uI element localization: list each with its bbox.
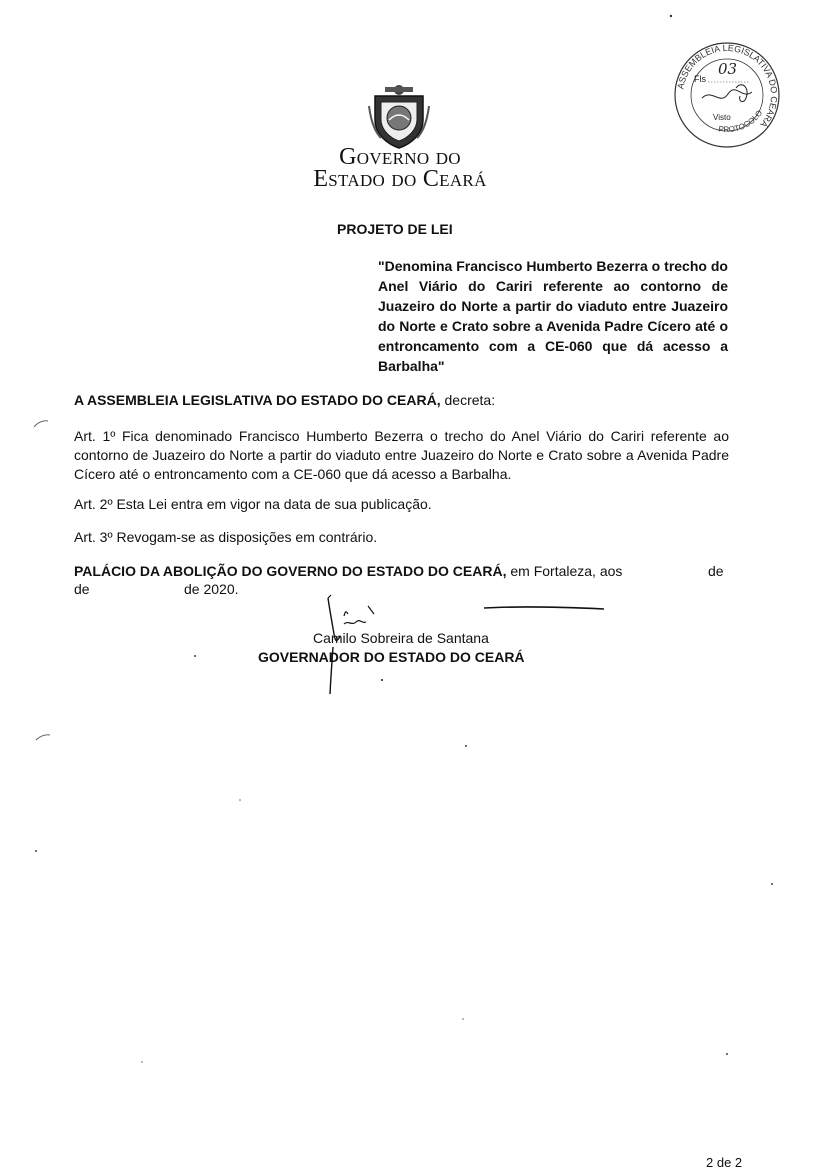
article-3: Art. 3º Revogam-se as disposições em contrário. <box>74 529 378 545</box>
stamp-bottom-text: PROTOCOLO <box>717 108 765 135</box>
stamp-fl-value: 03 <box>718 60 738 78</box>
article-2: Art. 2º Esta Lei entra em vigor na data de sua publicação. <box>74 496 432 512</box>
ementa: "Denomina Francisco Humberto Bezerra o trecho do Anel Viário do Cariri referente ao contorno de Juazeiro do Norte a partir do viaduto entre Juazeiro do Norte e Crato sobre a Avenida Padre Cícero até o entroncamento com a CE-060 que dá acesso a Barbalha" <box>378 258 728 374</box>
stamp-fl-label: Fls <box>694 74 706 84</box>
signer-name: Camilo Sobreira de Santana <box>313 630 489 646</box>
signer-role: GOVERNADOR DO ESTADO DO CEARÁ <box>258 649 525 665</box>
preamble <box>74 392 734 408</box>
article-1: Art. 1º Fica denominado Francisco Humberto Bezerra o trecho do Anel Viário do Cariri referente ao contorno de Juazeiro do Norte a partir do viaduto entre Juazeiro do Norte e Crato sobre a Avenida Padre Cícero até o entroncamento com a CE-060 que dá acesso a Barbalha. <box>74 428 729 482</box>
handwritten-signature <box>300 592 620 702</box>
preamble-bold: A ASSEMBLEIA LEGISLATIVA DO ESTADO DO CEARÁ, <box>74 392 441 408</box>
closing-bold: PALÁCIO DA ABOLIÇÃO DO GOVERNO DO ESTADO DO CEARÁ, <box>74 563 507 579</box>
preamble-rest: decreta: <box>440 392 496 408</box>
government-title-line2: Estado do Ceará <box>313 166 487 192</box>
stamp-ring-text: ASSEMBLEIA LEGISLATIVA DO CEARÁ <box>675 42 780 130</box>
protocol-stamp <box>672 40 782 150</box>
stamp-ring <box>672 40 782 150</box>
page-number: 2 de 2 <box>706 1155 743 1170</box>
coat-of-arms-icon <box>365 82 433 150</box>
closing-de-1: de <box>708 563 724 579</box>
government-title-line1: Governo do <box>339 144 461 170</box>
closing-year: de 2020. <box>184 581 239 597</box>
closing-statement <box>74 562 729 597</box>
closing-rest: em Fortaleza, aos <box>506 563 623 579</box>
government-title <box>280 146 520 190</box>
stamp-visto-label: Visto <box>713 113 731 122</box>
document-type: PROJETO DE LEI <box>337 221 453 237</box>
closing-de-2: de <box>74 581 90 597</box>
